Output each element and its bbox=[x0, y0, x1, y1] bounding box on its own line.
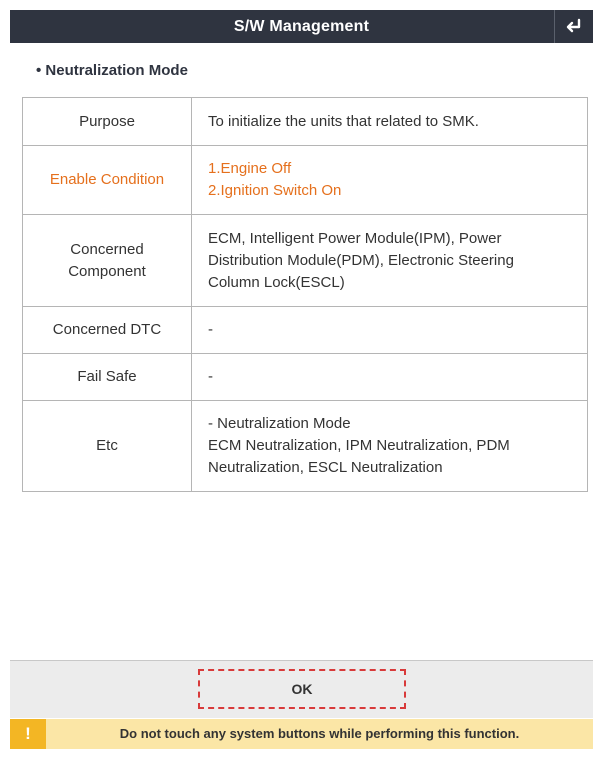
label-line: Concerned bbox=[70, 240, 144, 258]
title-bar bbox=[10, 10, 593, 43]
table-row bbox=[23, 98, 588, 146]
table-row bbox=[23, 307, 588, 354]
warning-icon: ! bbox=[10, 719, 46, 749]
row-label: Enable Condition bbox=[23, 146, 192, 215]
table-row bbox=[23, 401, 588, 492]
table-row bbox=[23, 146, 588, 215]
row-label: Fail Safe bbox=[23, 354, 192, 401]
ok-button[interactable]: OK bbox=[198, 669, 406, 709]
table-row bbox=[23, 354, 588, 401]
row-label: Etc bbox=[23, 401, 192, 492]
row-value bbox=[192, 401, 588, 492]
return-arrow-icon bbox=[564, 18, 584, 36]
row-value bbox=[192, 215, 588, 307]
back-button[interactable] bbox=[554, 10, 593, 43]
value-line: - Neutralization Mode bbox=[208, 415, 351, 432]
label-line: Component bbox=[68, 262, 146, 280]
section-title: • Neutralization Mode bbox=[36, 62, 188, 79]
table-row bbox=[23, 215, 588, 307]
value-line: 1.Engine Off bbox=[208, 160, 292, 177]
row-label: Concerned DTC bbox=[23, 307, 192, 354]
info-table bbox=[22, 97, 588, 492]
row-value: To initialize the units that related to SMK. bbox=[192, 98, 588, 146]
value-line: Distribution Module(PDM), Electronic Steering bbox=[208, 251, 514, 269]
warning-bar bbox=[10, 719, 593, 749]
value-line: Neutralization, ESCL Neutralization bbox=[208, 459, 443, 476]
value-line: ECM Neutralization, IPM Neutralization, PDM bbox=[208, 437, 510, 454]
row-value: - bbox=[192, 307, 588, 354]
value-line: Column Lock(ESCL) bbox=[208, 273, 345, 291]
row-label bbox=[23, 215, 192, 307]
row-value: - bbox=[192, 354, 588, 401]
row-label: Purpose bbox=[23, 98, 192, 146]
warning-text: Do not touch any system buttons while performing this function. bbox=[119, 726, 520, 741]
page-title: S/W Management bbox=[233, 18, 370, 35]
value-line: ECM, Intelligent Power Module(IPM), Power bbox=[208, 229, 502, 247]
value-line: 2.Ignition Switch On bbox=[208, 182, 342, 199]
row-value bbox=[192, 146, 588, 215]
